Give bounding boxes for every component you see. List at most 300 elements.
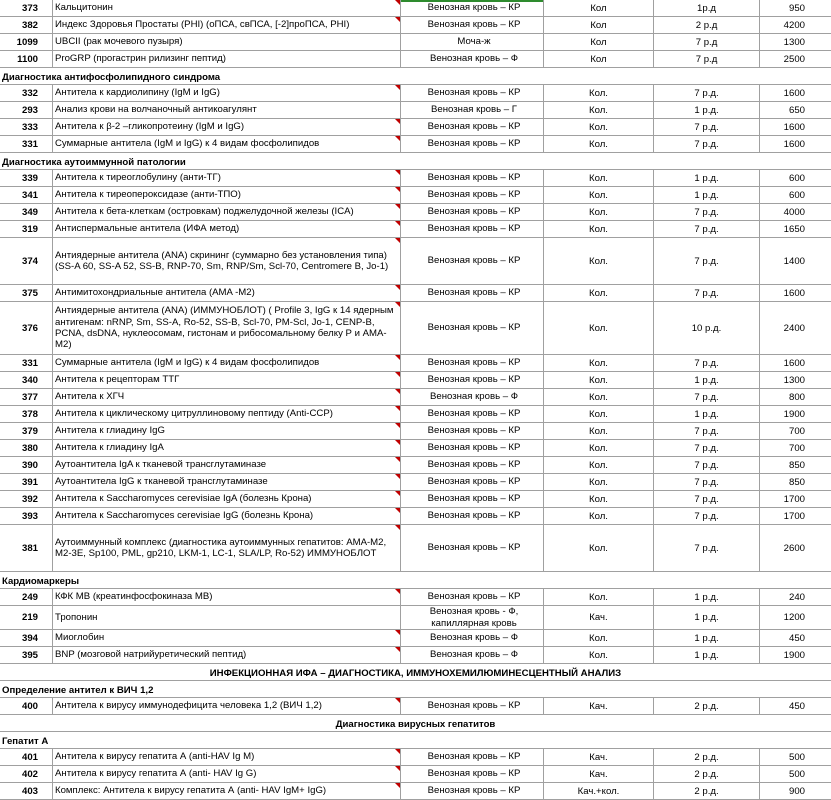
price-cell[interactable] [760,698,831,714]
biomaterial-cell[interactable] [401,119,544,135]
price-cell-text: 1900 [783,649,805,661]
turnaround-cell-text: 7 р.д. [694,391,719,403]
test-code-cell[interactable] [0,119,53,135]
price-cell[interactable] [760,187,831,203]
turnaround-cell-text: 2 р.д. [694,751,719,763]
test-code-cell-text: 319 [21,223,38,235]
result-type-cell[interactable] [544,406,654,422]
test-name-cell[interactable] [53,136,401,152]
biomaterial-cell[interactable] [401,85,544,101]
test-name-cell[interactable] [53,285,401,301]
price-cell[interactable] [760,525,831,571]
turnaround-cell[interactable] [654,440,760,456]
test-code-cell[interactable] [0,423,53,439]
test-code-cell[interactable] [0,85,53,101]
price-cell[interactable] [760,647,831,663]
test-code-cell[interactable] [0,102,53,118]
test-name-cell-text: Антиядерные антитела (ANA) скрининг (суммарно без установления типа) (SS-A 60, SS-A 52, SS-B, RNP-70, Sm, RNP/Sm, Scl-70, Centromere B, Jo-1) [55,249,389,272]
result-type-cell-text: Кач.+кол. [577,785,620,797]
result-type-cell[interactable] [544,285,654,301]
table-row [0,102,831,119]
test-name-cell[interactable] [53,85,401,101]
result-type-cell[interactable] [544,187,654,203]
price-cell[interactable] [760,783,831,799]
biomaterial-cell-text: Венозная кровь – КР [427,459,521,471]
price-cell[interactable] [760,355,831,371]
result-type-cell-text: Кол. [589,425,608,437]
biomaterial-cell-text: Венозная кровь – КР [427,287,521,299]
test-code-cell[interactable] [0,606,53,629]
result-type-cell-text: Кол. [589,510,608,522]
price-cell[interactable] [760,630,831,646]
result-type-cell[interactable] [544,508,654,524]
test-code-cell-text: 331 [21,138,38,150]
test-name-cell[interactable] [53,423,401,439]
biomaterial-cell-text: Венозная кровь – КР [427,700,521,712]
test-name-cell[interactable] [53,102,401,118]
price-cell[interactable] [760,119,831,135]
test-name-cell[interactable] [53,355,401,371]
group-title: ИНФЕКЦИОННАЯ ИФА – ДИАГНОСТИКА, ИММУНОХЕМИЛЮМИНЕСЦЕНТНЫЙ АНАЛИЗ [209,668,622,679]
test-name-cell[interactable] [53,187,401,203]
test-code-cell-text: 395 [21,649,38,661]
result-type-cell-text: Кол. [589,104,608,116]
test-code-cell[interactable] [0,698,53,714]
section-header-row [0,732,831,749]
result-type-cell[interactable] [544,766,654,782]
test-name-cell[interactable] [53,51,401,67]
result-type-cell[interactable] [544,783,654,799]
turnaround-cell-text: 1 р.д. [694,374,719,386]
table-row [0,491,831,508]
result-type-cell-text: Кол. [589,138,608,150]
price-cell[interactable] [760,766,831,782]
test-name-cell[interactable] [53,491,401,507]
price-cell[interactable] [760,440,831,456]
turnaround-cell[interactable] [654,85,760,101]
price-cell[interactable] [760,238,831,284]
result-type-cell[interactable] [544,204,654,220]
price-cell[interactable] [760,406,831,422]
table-row [0,238,831,285]
biomaterial-cell[interactable] [401,187,544,203]
biomaterial-cell[interactable] [401,389,544,405]
biomaterial-cell[interactable] [401,0,544,16]
test-code-cell-text: 339 [21,172,38,184]
test-name-cell[interactable] [53,440,401,456]
test-code-cell-text: 375 [21,287,38,299]
turnaround-cell[interactable] [654,606,760,629]
test-code-cell[interactable] [0,749,53,765]
price-cell[interactable] [760,204,831,220]
test-name-cell[interactable] [53,302,401,354]
table-row [0,606,831,630]
test-code-cell[interactable] [0,221,53,237]
result-type-cell-text: Кол. [589,287,608,299]
table-row [0,457,831,474]
test-name-cell-text: Миоглобин [55,632,105,644]
biomaterial-cell[interactable] [401,630,544,646]
test-code-cell[interactable] [0,17,53,33]
turnaround-cell-text: 2 р.д. [694,700,719,712]
table-row [0,17,831,34]
biomaterial-cell[interactable] [401,508,544,524]
biomaterial-cell-text: Венозная кровь – КР [427,442,521,454]
turnaround-cell[interactable] [654,170,760,186]
turnaround-cell[interactable] [654,187,760,203]
turnaround-cell[interactable] [654,0,760,16]
test-name-cell-text: Комплекс: Антитела к вирусу гепатита А (anti- HAV IgM+ IgG) [55,785,327,797]
result-type-cell[interactable] [544,749,654,765]
test-name-cell[interactable] [53,630,401,646]
price-cell[interactable] [760,85,831,101]
turnaround-cell[interactable] [654,221,760,237]
price-cell[interactable] [760,17,831,33]
test-name-cell[interactable] [53,119,401,135]
turnaround-cell[interactable] [654,457,760,473]
price-cell[interactable] [760,170,831,186]
turnaround-cell-text: 1 р.д. [694,591,719,603]
result-type-cell[interactable] [544,440,654,456]
biomaterial-cell[interactable] [401,647,544,663]
biomaterial-cell[interactable] [401,606,544,629]
turnaround-cell[interactable] [654,119,760,135]
test-code-cell[interactable] [0,525,53,571]
test-name-cell[interactable] [53,406,401,422]
test-code-cell[interactable] [0,630,53,646]
biomaterial-cell[interactable] [401,423,544,439]
result-type-cell[interactable] [544,355,654,371]
turnaround-cell[interactable] [654,17,760,33]
test-name-cell[interactable] [53,698,401,714]
turnaround-cell-text: 7 р.д. [694,357,719,369]
comment-marker-icon [395,406,400,411]
biomaterial-cell[interactable] [401,285,544,301]
test-name-cell[interactable] [53,749,401,765]
turnaround-cell[interactable] [654,102,760,118]
test-code-cell-text: 394 [21,632,38,644]
biomaterial-cell[interactable] [401,783,544,799]
turnaround-cell[interactable] [654,698,760,714]
test-name-cell[interactable] [53,783,401,799]
price-cell[interactable] [760,285,831,301]
section-title: Диагностика антифосфолипидного синдрома [2,72,221,83]
test-name-cell[interactable] [53,204,401,220]
price-cell[interactable] [760,221,831,237]
turnaround-cell-text: 7 р.д. [694,138,719,150]
test-code-cell[interactable] [0,0,53,16]
biomaterial-cell[interactable] [401,238,544,284]
section-header-row [0,68,831,85]
turnaround-cell[interactable] [654,51,760,67]
biomaterial-cell[interactable] [401,372,544,388]
comment-marker-icon [395,136,400,141]
biomaterial-cell-text: Венозная кровь – КР [427,2,521,14]
turnaround-cell-text: 1 р.д. [694,189,719,201]
section-title: Диагностика аутоиммунной патологии [2,157,186,168]
result-type-cell[interactable] [544,221,654,237]
result-type-cell[interactable] [544,238,654,284]
price-cell-text: 1600 [783,121,805,133]
biomaterial-cell[interactable] [401,457,544,473]
test-code-cell[interactable] [0,51,53,67]
biomaterial-cell[interactable] [401,51,544,67]
price-cell-text: 1400 [783,255,805,267]
test-code-cell-text: 393 [21,510,38,522]
turnaround-cell[interactable] [654,749,760,765]
turnaround-cell[interactable] [654,491,760,507]
test-code-cell[interactable] [0,474,53,490]
test-code-cell[interactable] [0,34,53,50]
test-name-cell[interactable] [53,525,401,571]
price-cell[interactable] [760,302,831,354]
result-type-cell[interactable] [544,17,654,33]
turnaround-cell-text: 1 р.д. [694,104,719,116]
result-type-cell[interactable] [544,136,654,152]
biomaterial-cell[interactable] [401,525,544,571]
turnaround-cell[interactable] [654,355,760,371]
turnaround-cell[interactable] [654,238,760,284]
test-code-cell[interactable] [0,491,53,507]
test-code-cell[interactable] [0,302,53,354]
turnaround-cell[interactable] [654,783,760,799]
turnaround-cell[interactable] [654,525,760,571]
test-code-cell-text: 392 [21,493,38,505]
test-name-cell[interactable] [53,766,401,782]
biomaterial-cell[interactable] [401,302,544,354]
result-type-cell[interactable] [544,474,654,490]
turnaround-cell[interactable] [654,136,760,152]
price-cell[interactable] [760,749,831,765]
result-type-cell[interactable] [544,170,654,186]
result-type-cell-text: Кол. [589,374,608,386]
price-cell-text: 1600 [783,287,805,299]
test-code-cell[interactable] [0,440,53,456]
price-cell-text: 850 [788,459,805,471]
price-cell[interactable] [760,102,831,118]
turnaround-cell[interactable] [654,423,760,439]
test-name-cell[interactable] [53,238,401,284]
biomaterial-cell-text: Венозная кровь – КР [427,121,521,133]
result-type-cell[interactable] [544,630,654,646]
result-type-cell[interactable] [544,525,654,571]
section-header-row [0,681,831,698]
biomaterial-cell-text: Венозная кровь – Ф [429,391,519,403]
result-type-cell[interactable] [544,457,654,473]
biomaterial-cell[interactable] [401,406,544,422]
test-name-cell[interactable] [53,221,401,237]
test-name-cell[interactable] [53,589,401,605]
price-cell[interactable] [760,508,831,524]
price-cell[interactable] [760,51,831,67]
result-type-cell[interactable] [544,491,654,507]
result-type-cell[interactable] [544,302,654,354]
test-name-cell[interactable] [53,34,401,50]
biomaterial-cell[interactable] [401,589,544,605]
test-name-cell[interactable] [53,647,401,663]
price-cell[interactable] [760,389,831,405]
test-name-cell[interactable] [53,170,401,186]
test-code-cell-text: 349 [21,206,38,218]
turnaround-cell[interactable] [654,589,760,605]
turnaround-cell-text: 7 р.д [695,36,718,48]
price-cell[interactable] [760,589,831,605]
test-name-cell[interactable] [53,389,401,405]
test-name-cell-text: Антитела к Saccharomyces cerevisiae IgA (болезнь Крона) [55,493,312,505]
result-type-cell[interactable] [544,102,654,118]
biomaterial-cell-text: Венозная кровь – КР [427,255,521,267]
test-code-cell[interactable] [0,238,53,284]
test-code-cell[interactable] [0,187,53,203]
biomaterial-cell[interactable] [401,221,544,237]
result-type-cell-text: Кол. [589,357,608,369]
section-title: Кардиомаркеры [2,576,80,587]
test-code-cell[interactable] [0,647,53,663]
test-code-cell[interactable] [0,589,53,605]
result-type-cell[interactable] [544,51,654,67]
turnaround-cell[interactable] [654,389,760,405]
result-type-cell[interactable] [544,423,654,439]
test-code-cell[interactable] [0,783,53,799]
biomaterial-cell[interactable] [401,355,544,371]
turnaround-cell[interactable] [654,204,760,220]
test-name-cell-text: Антитела к ХГЧ [55,391,125,403]
test-name-cell[interactable] [53,474,401,490]
test-code-cell[interactable] [0,285,53,301]
test-name-cell-text: Антитела к циклическому цитруллиновому пептиду (Anti-CCP) [55,408,333,420]
result-type-cell[interactable] [544,34,654,50]
turnaround-cell-text: 1р.д [697,2,716,14]
test-code-cell-text: 374 [21,255,38,267]
biomaterial-cell-text: Венозная кровь – КР [427,138,521,150]
result-type-cell-text: Кач. [589,612,608,623]
test-code-cell[interactable] [0,389,53,405]
price-cell[interactable] [760,0,831,16]
comment-marker-icon [395,17,400,22]
comment-marker-icon [395,647,400,652]
biomaterial-cell-text: Венозная кровь – КР [427,357,521,369]
turnaround-cell[interactable] [654,474,760,490]
biomaterial-cell[interactable] [401,34,544,50]
price-cell[interactable] [760,136,831,152]
result-type-cell[interactable] [544,698,654,714]
biomaterial-cell[interactable] [401,136,544,152]
test-code-cell[interactable] [0,457,53,473]
turnaround-cell[interactable] [654,34,760,50]
table-row [0,0,831,17]
test-code-cell[interactable] [0,136,53,152]
price-cell-text: 800 [788,391,805,403]
table-row [0,372,831,389]
test-code-cell[interactable] [0,170,53,186]
price-cell[interactable] [760,372,831,388]
biomaterial-cell-text: Моча-ж [457,36,491,48]
turnaround-cell[interactable] [654,766,760,782]
test-code-cell[interactable] [0,508,53,524]
test-name-cell[interactable] [53,606,401,629]
result-type-cell[interactable] [544,647,654,663]
result-type-cell-text: Кол. [589,459,608,471]
result-type-cell-text: Кол [590,2,607,14]
biomaterial-cell-text: Венозная кровь – КР [427,223,521,235]
result-type-cell[interactable] [544,606,654,629]
comment-marker-icon [395,0,400,5]
turnaround-cell[interactable] [654,630,760,646]
biomaterial-cell[interactable] [401,102,544,118]
test-code-cell[interactable] [0,355,53,371]
table-row [0,525,831,572]
turnaround-cell-text: 10 р.д. [691,322,722,334]
biomaterial-cell-text: Венозная кровь – Г [431,104,517,116]
turnaround-cell[interactable] [654,372,760,388]
result-type-cell[interactable] [544,0,654,16]
result-type-cell[interactable] [544,389,654,405]
test-name-cell-text: Антитела к глиадину IgA [55,442,164,454]
price-cell[interactable] [760,474,831,490]
price-cell[interactable] [760,491,831,507]
table-row [0,508,831,525]
result-type-cell[interactable] [544,85,654,101]
biomaterial-cell[interactable] [401,170,544,186]
table-row [0,285,831,302]
test-name-cell[interactable] [53,17,401,33]
price-cell-text: 1700 [783,510,805,522]
turnaround-cell-text: 7 р.д [695,53,718,65]
biomaterial-cell[interactable] [401,440,544,456]
turnaround-cell[interactable] [654,647,760,663]
biomaterial-cell[interactable] [401,749,544,765]
biomaterial-cell[interactable] [401,766,544,782]
price-cell[interactable] [760,606,831,629]
price-cell[interactable] [760,457,831,473]
price-cell[interactable] [760,34,831,50]
test-code-cell[interactable] [0,406,53,422]
result-type-cell-text: Кол. [589,542,608,554]
test-name-cell[interactable] [53,508,401,524]
table-row [0,474,831,491]
biomaterial-cell[interactable] [401,17,544,33]
turnaround-cell-text: 7 р.д. [694,459,719,471]
table-row [0,749,831,766]
test-code-cell[interactable] [0,204,53,220]
result-type-cell[interactable] [544,119,654,135]
turnaround-cell[interactable] [654,508,760,524]
comment-marker-icon [395,302,400,307]
biomaterial-cell[interactable] [401,204,544,220]
test-code-cell[interactable] [0,372,53,388]
table-row [0,766,831,783]
section-header-row [0,572,831,589]
biomaterial-cell[interactable] [401,491,544,507]
turnaround-cell[interactable] [654,302,760,354]
test-name-cell[interactable] [53,372,401,388]
test-code-cell-text: 1100 [17,53,38,65]
price-cell[interactable] [760,423,831,439]
biomaterial-cell[interactable] [401,698,544,714]
turnaround-cell[interactable] [654,285,760,301]
comment-marker-icon [395,170,400,175]
test-name-cell[interactable] [53,0,401,16]
test-code-cell-text: 382 [21,19,38,31]
biomaterial-cell[interactable] [401,474,544,490]
test-code-cell-text: 403 [21,785,38,797]
test-name-cell[interactable] [53,457,401,473]
test-code-cell[interactable] [0,766,53,782]
turnaround-cell-text: 7 р.д. [694,542,719,554]
result-type-cell[interactable] [544,589,654,605]
result-type-cell[interactable] [544,372,654,388]
turnaround-cell[interactable] [654,406,760,422]
